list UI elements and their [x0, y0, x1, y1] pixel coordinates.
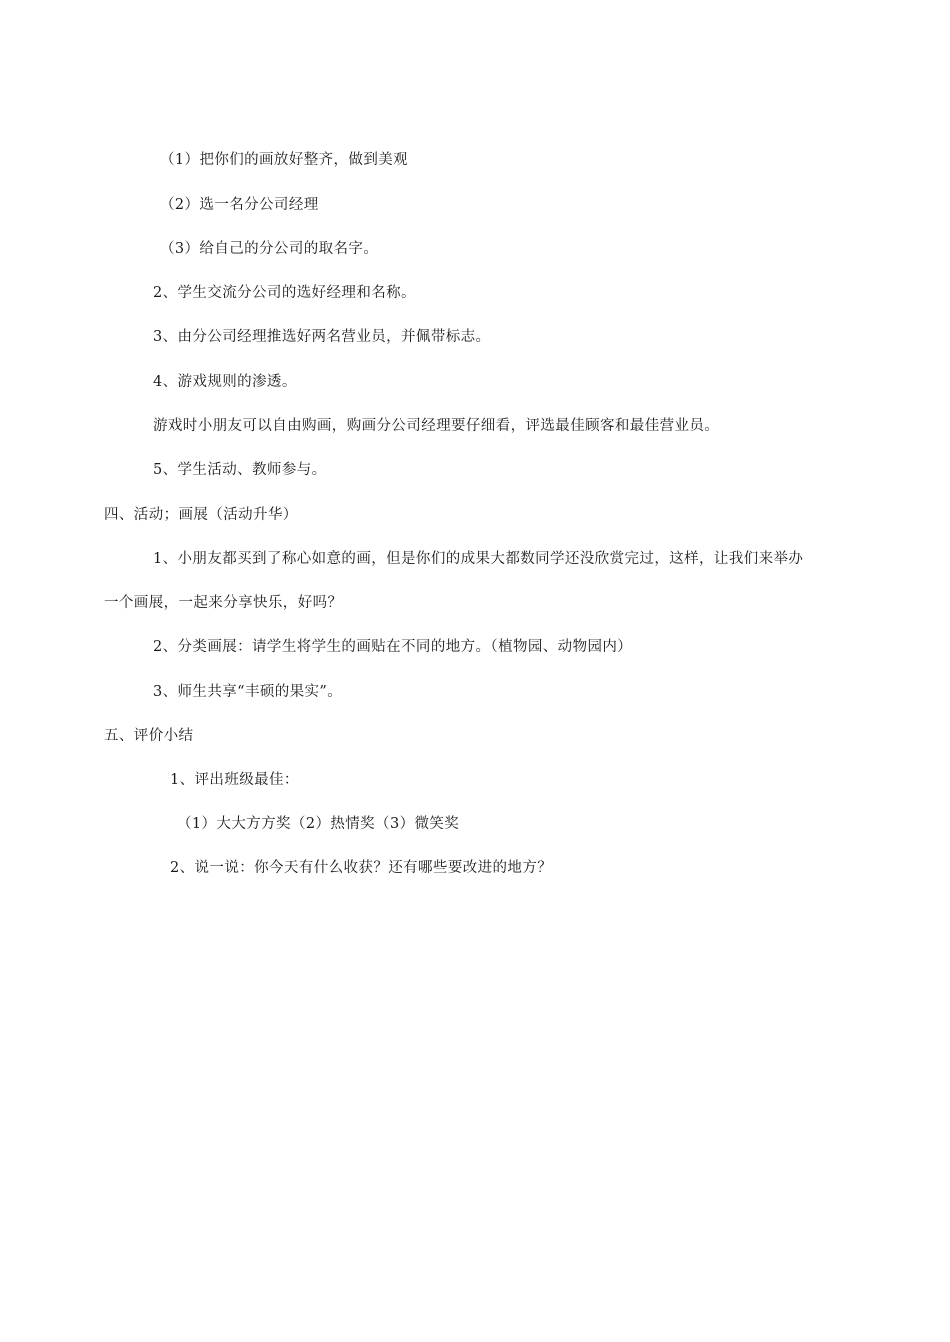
text-line: （3）给自己的分公司的取名字。	[160, 241, 379, 257]
text-line: 2、分类画展：请学生将学生的画贴在不同的地方。（植物园、动物园内）	[153, 639, 633, 655]
text-line: 5、学生活动、教师参与。	[153, 462, 327, 478]
text-line: 1、评出班级最佳：	[170, 772, 299, 788]
text-line: 游戏时小朋友可以自由购画，购画分公司经理要仔细看，评选最佳顾客和最佳营业员。	[153, 418, 720, 434]
section-heading: 四、活动；画展（活动升华）	[104, 507, 298, 523]
text-line: 一个画展，一起来分享快乐，好吗？	[104, 595, 343, 611]
text-line: 4、游戏规则的渗透。	[153, 374, 297, 390]
text-line: 3、由分公司经理推选好两名营业员，并佩带标志。	[153, 329, 491, 345]
text-line: （1）大大方方奖（2）热情奖（3）微笑奖	[177, 816, 460, 832]
text-line: 3、师生共享“丰硕的果实”。	[153, 684, 343, 700]
text-line: （2）选一名分公司经理	[160, 197, 319, 213]
text-line: （1）把你们的画放好整齐，做到美观	[160, 152, 409, 168]
text-line: 2、学生交流分公司的选好经理和名称。	[153, 285, 416, 301]
text-line: 2、说一说：你今天有什么收获？还有哪些要改进的地方？	[170, 860, 553, 876]
section-heading: 五、评价小结	[104, 728, 194, 744]
text-line: 1、小朋友都买到了称心如意的画，但是你们的成果大都数同学还没欣赏完过，这样，让我们来举办	[153, 551, 804, 567]
